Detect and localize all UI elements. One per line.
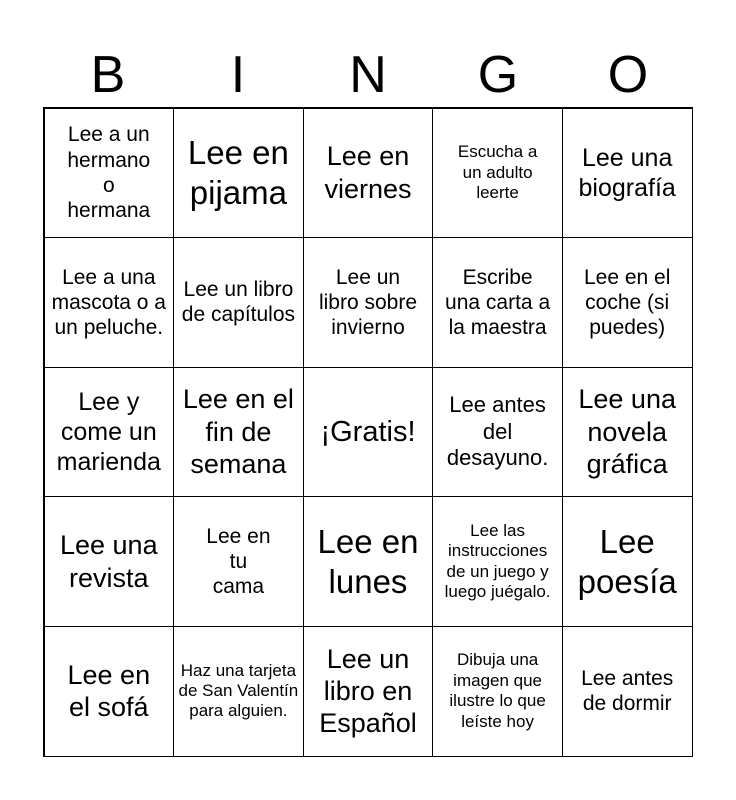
bingo-cell-r2-c1: [44, 237, 175, 368]
bingo-cell-r3-c1: [44, 367, 175, 498]
bingo-cell-r2-c3: [303, 237, 434, 368]
cell-text: Lee a una mascota o a un peluche.: [51, 265, 166, 339]
bingo-cell-r5-c1: [44, 626, 175, 757]
bingo-header: [43, 44, 693, 106]
cell-text: Lee a un hermano o hermana: [67, 123, 151, 222]
bingo-cell-r4-c3: [303, 496, 434, 627]
cell-text: Lee antes del desayuno.: [446, 392, 549, 471]
bingo-cell-r3-c3 free-space: [303, 367, 434, 498]
bingo-cell-r2-c5: [562, 237, 693, 368]
header-letter-n: N: [349, 46, 387, 104]
header-letter-g: G: [477, 46, 519, 104]
cell-text: Lee antes de dormir: [581, 667, 674, 716]
bingo-cell-r5-c2: [173, 626, 304, 757]
cell-text: Lee una revista: [59, 530, 158, 593]
bingo-cell-r1-c3: [303, 108, 434, 239]
cell-text: Lee poesía: [577, 523, 677, 600]
bingo-cell-r3-c5: [562, 367, 693, 498]
cell-text: Lee en el coche (si puedes): [583, 265, 671, 339]
cell-text: Lee un libro de capítulos: [181, 278, 296, 327]
cell-text: Lee una novela gráfica: [578, 384, 676, 480]
bingo-cell-r2-c2: [173, 237, 304, 368]
cell-text: Lee en pijama: [187, 134, 289, 211]
header-letter-o: O: [607, 46, 649, 104]
cell-text: Haz una tarjeta de San Valentín para alguien.: [178, 660, 299, 721]
bingo-cell-r1-c1: [44, 108, 175, 239]
header-letter-b: B: [90, 46, 126, 104]
cell-text: Lee un libro en Español: [319, 643, 417, 739]
bingo-cell-r5-c5: [562, 626, 693, 757]
cell-text: Lee en el sofá: [67, 659, 151, 723]
cell-text: Lee en lunes: [317, 523, 419, 600]
cell-text: Lee y come un marienda: [56, 387, 161, 476]
cell-text: Lee una biografía: [578, 143, 676, 202]
bingo-cell-r4-c5: [562, 496, 693, 627]
bingo-cell-r5-c3: [303, 626, 434, 757]
bingo-cell-r4-c4: [432, 496, 563, 627]
bingo-cell-r4-c1: [44, 496, 175, 627]
bingo-cell-r3-c4: [432, 367, 563, 498]
cell-text: Lee las instrucciones de un juego y luego juégalo.: [444, 520, 551, 601]
cell-text: Escucha a un adulto leerte: [457, 142, 538, 202]
bingo-cell-r5-c4: [432, 626, 563, 757]
bingo-cell-r1-c2: [173, 108, 304, 239]
cell-text: Escribe una carta a la maestra: [445, 265, 551, 339]
bingo-cell-r1-c4: [432, 108, 563, 239]
free-space-text: ¡Gratis!: [320, 415, 416, 448]
cell-text: Lee un libro sobre invierno: [318, 265, 418, 339]
cell-text: Dibuja una imagen que ilustre lo que leíste hoy: [449, 650, 546, 731]
cell-text: Lee en tu cama: [206, 524, 271, 599]
bingo-cell-r1-c5: [562, 108, 693, 239]
cell-text: Lee en el fin de semana: [182, 384, 294, 480]
bingo-card-grid: [43, 107, 693, 757]
bingo-cell-r3-c2: [173, 367, 304, 498]
bingo-cell-r2-c4: [432, 237, 563, 368]
bingo-cell-r4-c2: [173, 496, 304, 627]
header-letter-i: I: [230, 46, 246, 104]
cell-text: Lee en viernes: [324, 141, 412, 204]
